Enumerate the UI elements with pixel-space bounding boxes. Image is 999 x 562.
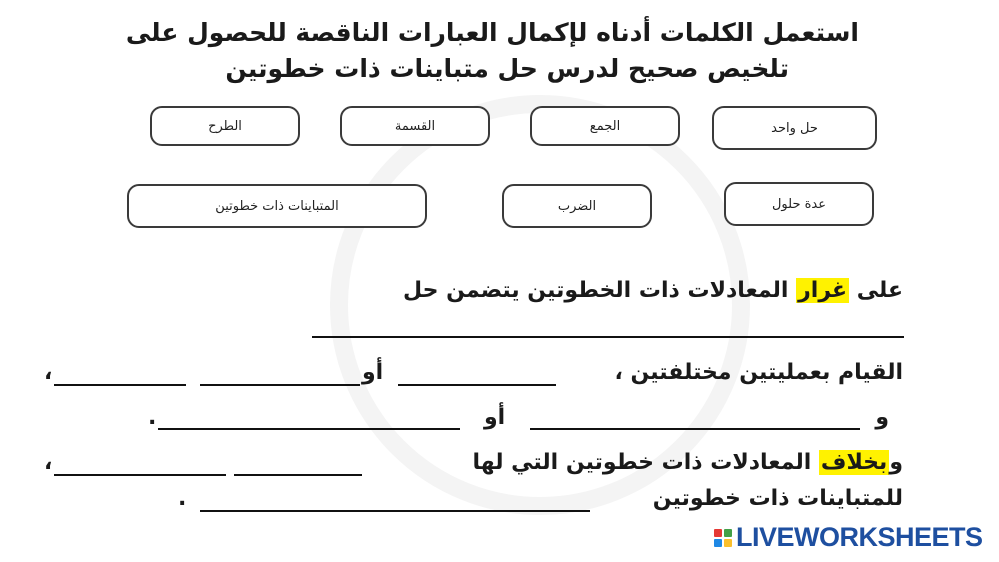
- instructions-line-1: استعمل الكلمات أدناه لإكمال العبارات الناقصة للحصول على: [125, 18, 859, 47]
- liveworksheets-logo-icon: [714, 529, 732, 547]
- word-box-two-step-inequalities[interactable]: المتباينات ذات خطوتين: [127, 184, 427, 228]
- blank-4[interactable]: [54, 384, 186, 386]
- sentence-2-start: القيام بعمليتين مختلفتين ،: [614, 360, 903, 385]
- blank-6[interactable]: [158, 428, 460, 430]
- sentence-1-prefix: على: [849, 278, 903, 303]
- blank-7[interactable]: [234, 474, 362, 476]
- word-box-division[interactable]: القسمة: [340, 106, 490, 146]
- highlight-ghirar: غرار: [798, 278, 848, 303]
- sentence-2-or: أو: [362, 360, 384, 385]
- word-box-one-solution[interactable]: حل واحد: [712, 106, 877, 150]
- blank-9[interactable]: [200, 510, 590, 512]
- blank-3[interactable]: [200, 384, 360, 386]
- blank-8[interactable]: [54, 474, 226, 476]
- sentence-1-suffix: المعادلات ذات الخطوتين يتضمن حل: [403, 278, 797, 303]
- sentence-3-and: و: [875, 405, 889, 430]
- blank-1[interactable]: [312, 336, 904, 338]
- liveworksheets-logo: [714, 522, 983, 553]
- blank-5[interactable]: [530, 428, 860, 430]
- sentence-4-comma: ،: [44, 450, 53, 475]
- instructions-line-2: تلخيص صحيح لدرس حل متباينات ذات خطوتين: [225, 54, 789, 83]
- sentence-2-comma: ،: [44, 360, 53, 385]
- blank-2[interactable]: [398, 384, 556, 386]
- sentence-4-prefix: و: [889, 450, 903, 475]
- sentence-1: [403, 278, 903, 303]
- sentence-3-period: .: [148, 405, 157, 430]
- word-box-subtraction[interactable]: الطرح: [150, 106, 300, 146]
- highlight-bikhilaf: بخلاف: [820, 450, 888, 475]
- sentence-4-suffix: المعادلات ذات خطوتين التي لها: [472, 450, 819, 475]
- sentence-5: للمتباينات ذات خطوتين: [652, 486, 903, 511]
- word-box-many-solutions[interactable]: عدة حلول: [724, 182, 874, 226]
- sentence-3-or: أو: [484, 405, 506, 430]
- sentence-5-period: .: [178, 486, 187, 511]
- liveworksheets-logo-text: LIVEWORKSHEETS: [736, 522, 983, 552]
- word-box-addition[interactable]: الجمع: [530, 106, 680, 146]
- word-box-multiplication[interactable]: الضرب: [502, 184, 652, 228]
- sentence-4: [472, 450, 903, 475]
